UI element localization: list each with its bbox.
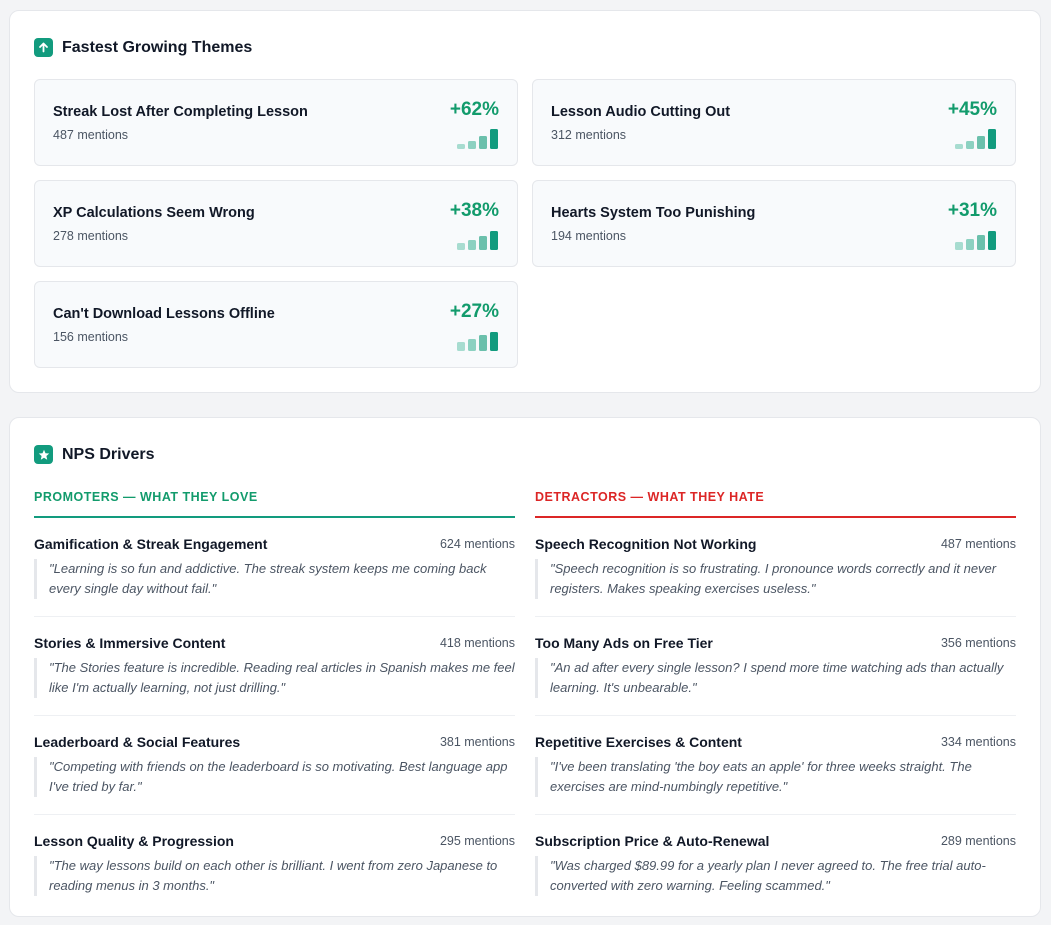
detractors-column — [535, 490, 1016, 914]
nps-drivers-panel — [9, 417, 1041, 917]
theme-name: Can't Download Lessons Offline — [53, 306, 275, 322]
driver-title: Leaderboard & Social Features — [34, 734, 241, 750]
driver-item[interactable] — [34, 716, 515, 815]
trend-bars-icon — [955, 128, 997, 149]
detractors-heading: DETRACTORS — WHAT THEY HATE — [535, 490, 1016, 518]
trend-bars-icon — [457, 330, 499, 351]
themes-header — [34, 38, 252, 57]
fastest-growing-themes-panel — [9, 10, 1041, 393]
trend-bars-icon — [457, 229, 499, 250]
theme-mentions: 194 mentions — [551, 229, 627, 243]
theme-name: Lesson Audio Cutting Out — [551, 104, 731, 120]
theme-name: Streak Lost After Completing Lesson — [53, 104, 308, 120]
driver-title: Stories & Immersive Content — [34, 635, 226, 651]
theme-growth: +38% — [449, 200, 499, 221]
trend-bars-icon — [955, 229, 997, 250]
driver-quote: "The Stories feature is incredible. Reading real articles in Spanish makes me feel like I'm actually learning, not just drilling." — [34, 658, 515, 698]
theme-growth: +62% — [449, 99, 499, 120]
theme-card[interactable] — [34, 180, 518, 267]
promoters-column — [34, 490, 515, 914]
theme-card[interactable] — [34, 281, 518, 368]
driver-mentions: 356 mentions — [940, 636, 1016, 650]
driver-mentions: 289 mentions — [940, 834, 1016, 848]
theme-growth: +27% — [449, 301, 499, 322]
promoters-heading: PROMOTERS — WHAT THEY LOVE — [34, 490, 515, 518]
driver-mentions: 381 mentions — [439, 735, 515, 749]
driver-title: Gamification & Streak Engagement — [34, 536, 268, 552]
theme-growth: +31% — [947, 200, 997, 221]
theme-mentions: 487 mentions — [53, 128, 129, 142]
theme-mentions: 312 mentions — [551, 128, 627, 142]
driver-quote: "Competing with friends on the leaderboard is so motivating. Best language app I've tried by far." — [34, 757, 515, 797]
driver-quote: "An ad after every single lesson? I spend more time watching ads than actually learning. It's unbearable." — [535, 658, 1016, 698]
driver-title: Too Many Ads on Free Tier — [535, 635, 713, 651]
arrow-up-icon — [34, 38, 53, 57]
driver-item[interactable] — [34, 518, 515, 617]
driver-item[interactable] — [34, 617, 515, 716]
driver-mentions: 624 mentions — [439, 537, 515, 551]
driver-title: Lesson Quality & Progression — [34, 833, 234, 849]
nps-title: NPS Drivers — [62, 445, 155, 463]
driver-quote: "I've been translating 'the boy eats an apple' for three weeks straight. The exercises are mind-numbingly repetitive." — [535, 757, 1016, 797]
driver-mentions: 418 mentions — [439, 636, 515, 650]
driver-item[interactable] — [535, 815, 1016, 914]
driver-item[interactable] — [34, 815, 515, 914]
driver-item[interactable] — [535, 617, 1016, 716]
driver-quote: "Was charged $89.99 for a yearly plan I never agreed to. The free trial auto-converted with zero warning. Feeling scammed." — [535, 856, 1016, 896]
theme-card[interactable] — [532, 79, 1016, 166]
theme-card[interactable] — [34, 79, 518, 166]
driver-mentions: 334 mentions — [940, 735, 1016, 749]
theme-mentions: 156 mentions — [53, 330, 129, 344]
theme-card[interactable] — [532, 180, 1016, 267]
trend-bars-icon — [457, 128, 499, 149]
driver-mentions: 295 mentions — [439, 834, 515, 848]
driver-item[interactable] — [535, 518, 1016, 617]
themes-title: Fastest Growing Themes — [62, 38, 253, 56]
nps-header — [34, 445, 155, 464]
driver-quote: "The way lessons build on each other is brilliant. I went from zero Japanese to reading menus in 3 months." — [34, 856, 515, 896]
driver-mentions: 487 mentions — [940, 537, 1016, 551]
driver-item[interactable] — [535, 716, 1016, 815]
driver-title: Repetitive Exercises & Content — [535, 734, 742, 750]
star-icon — [34, 445, 53, 464]
theme-name: Hearts System Too Punishing — [551, 205, 756, 221]
theme-mentions: 278 mentions — [53, 229, 129, 243]
theme-growth: +45% — [947, 99, 997, 120]
driver-quote: "Speech recognition is so frustrating. I pronounce words correctly and it never registers. Makes speaking exercises useless." — [535, 559, 1016, 599]
theme-name: XP Calculations Seem Wrong — [53, 205, 255, 221]
driver-title: Subscription Price & Auto-Renewal — [535, 833, 770, 849]
driver-title: Speech Recognition Not Working — [535, 536, 757, 552]
driver-quote: "Learning is so fun and addictive. The streak system keeps me coming back every single day without fail." — [34, 559, 515, 599]
